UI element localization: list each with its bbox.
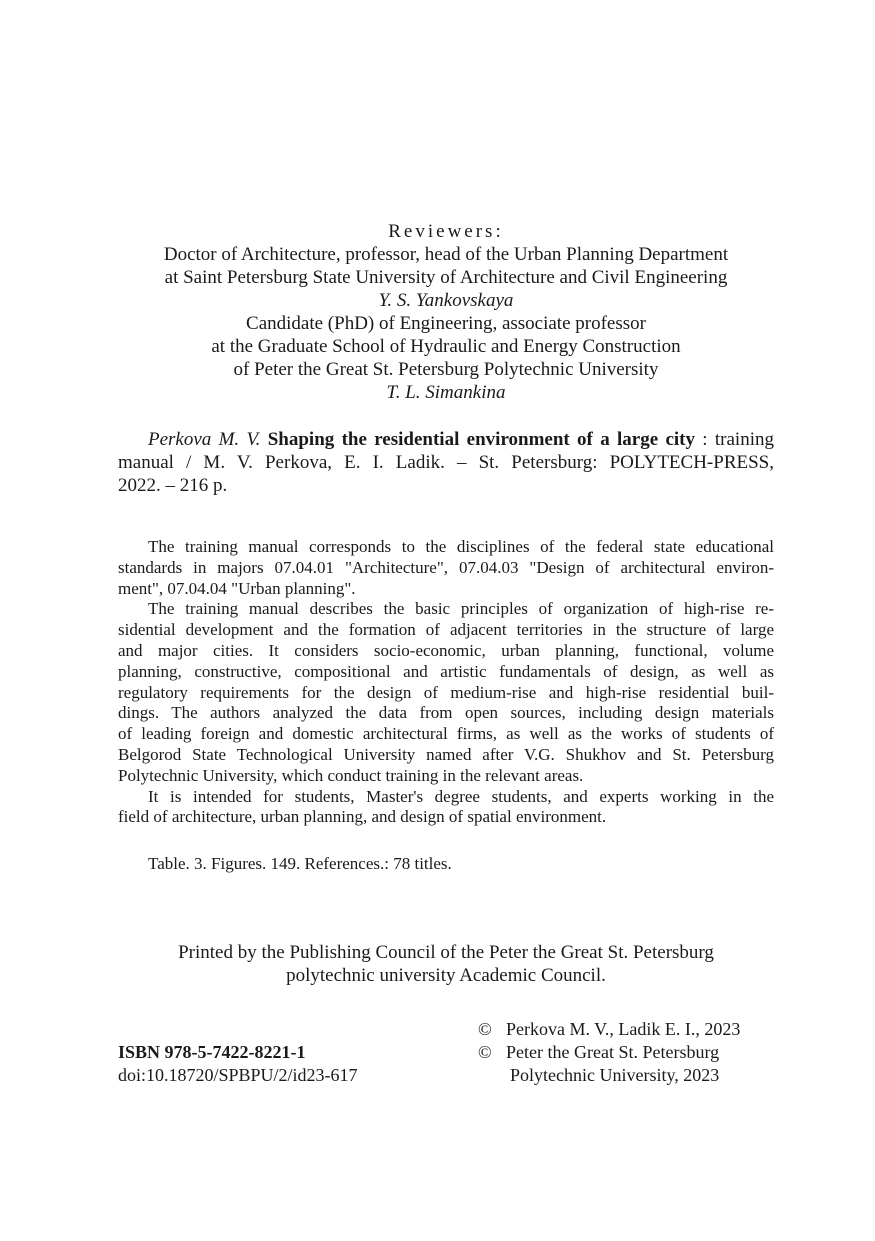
abstract-line: Polytechnic University, which conduct training in the relevant areas. bbox=[118, 765, 584, 785]
reviewer2-line1: Candidate (PhD) of Engineering, associate professor bbox=[246, 313, 646, 334]
citation-title: Shaping the residential environment of a large city bbox=[267, 429, 695, 450]
citation-line2: manual / M. V. Perkova, E. I. Ladik. – St. Petersburg: POLYTECH-PRESS, bbox=[118, 452, 774, 473]
counts-line: Table. 3. Figures. 149. References.: 78 titles. bbox=[148, 854, 452, 873]
copyright-icon: © bbox=[478, 1019, 492, 1039]
reviewer2-name: T. L. Simankina bbox=[386, 382, 506, 403]
abstract-line: It is intended for students, Master's degree students, and experts working in the bbox=[148, 786, 774, 806]
citation-line1 bbox=[118, 428, 774, 451]
reviewer2-line3: of Peter the Great St. Petersburg Polytechnic University bbox=[233, 359, 659, 380]
copyright-line3: Polytechnic University, 2023 bbox=[510, 1065, 720, 1085]
copyright-icon: © bbox=[478, 1042, 492, 1062]
reviewers-heading: Reviewers: bbox=[388, 221, 504, 242]
abstract-line: planning, constructive, compositional and artistic fundamentals of design, as well as bbox=[118, 661, 774, 681]
copyright-row bbox=[478, 1041, 740, 1064]
abstract-line: sidential development and the formation of adjacent territories in the structure of large bbox=[118, 620, 774, 640]
abstract-line: Belgorod State Technological University named after V.G. Shukhov and St. Petersburg bbox=[118, 744, 774, 764]
reviewer1-name: Y. S. Yankovskaya bbox=[378, 290, 514, 311]
copyright-block bbox=[478, 1018, 740, 1087]
reviewer1-line2: at Saint Petersburg State University of Architecture and Civil Engineering bbox=[164, 267, 728, 288]
abstract-line: ment", 07.04.04 "Urban planning". bbox=[118, 578, 356, 598]
reviewer1-line1: Doctor of Architecture, professor, head of the Urban Planning Department bbox=[163, 244, 729, 265]
abstract-line: regulatory requirements for the design of medium-rise and high-rise residential buil- bbox=[118, 682, 774, 702]
copyright-line2: Peter the Great St. Petersburg bbox=[506, 1042, 720, 1062]
bibliographic-citation bbox=[118, 428, 774, 497]
reviewer2-line2: at the Graduate School of Hydraulic and Energy Construction bbox=[211, 336, 681, 357]
abstract-line: and major cities. It considers socio-economic, urban planning, functional, volume bbox=[118, 640, 774, 660]
printed-line1: Printed by the Publishing Council of the Peter the Great St. Petersburg bbox=[178, 942, 714, 963]
doi: doi:10.18720/SPBPU/2/id23-617 bbox=[118, 1065, 358, 1085]
isbn-block bbox=[118, 1041, 358, 1087]
citation-author: Perkova M. V. bbox=[148, 429, 261, 450]
isbn: ISBN 978-5-7422-8221-1 bbox=[118, 1042, 306, 1062]
reviewers-block bbox=[118, 220, 774, 404]
abstract-line: of leading foreign and domestic architectural firms, as well as the works of students of bbox=[118, 724, 774, 744]
printed-line2: polytechnic university Academic Council. bbox=[286, 965, 606, 986]
abstract-line: The training manual corresponds to the disciplines of the federal state educational bbox=[148, 537, 774, 556]
citation-rest-line1: : training bbox=[695, 429, 774, 450]
abstract-block bbox=[118, 537, 774, 828]
citation-line3: 2022. – 216 p. bbox=[118, 475, 228, 496]
abstract-line: standards in majors 07.04.01 "Architecture", 07.04.03 "Design of architectural environ- bbox=[118, 557, 774, 577]
abstract-line: field of architecture, urban planning, and design of spatial environment. bbox=[118, 807, 607, 827]
abstract-line: The training manual describes the basic principles of organization of high-rise re- bbox=[148, 599, 774, 619]
copyright-row bbox=[478, 1018, 740, 1041]
copyright-line1: Perkova M. V., Ladik E. I., 2023 bbox=[506, 1019, 741, 1039]
abstract-line: dings. The authors analyzed the data from open sources, including design materials bbox=[118, 703, 774, 723]
printed-by-block bbox=[118, 941, 774, 987]
